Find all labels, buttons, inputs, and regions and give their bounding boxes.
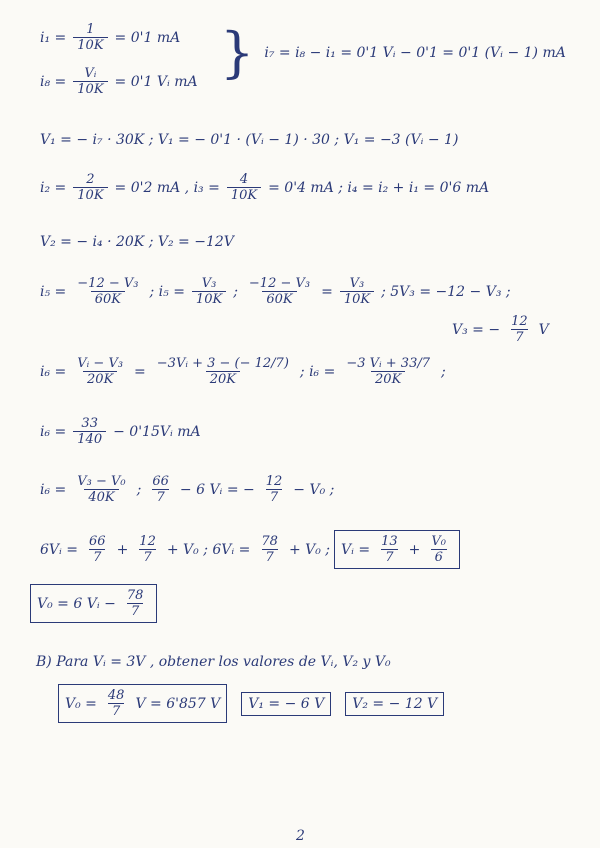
fraction [73, 276, 142, 307]
eq-text: V₀ = [65, 695, 97, 712]
denominator: 7 [511, 329, 527, 345]
equation-i5 [40, 276, 511, 307]
fraction [73, 22, 107, 53]
eq-text: ; [441, 363, 446, 380]
fraction [507, 314, 532, 345]
numerator: −3 Vᵢ + 33/7 [346, 356, 430, 371]
denominator: 10K [73, 81, 107, 97]
eq-text: = [321, 283, 333, 300]
eq-text: V [538, 321, 549, 338]
denominator: 7 [89, 549, 105, 565]
fraction [85, 534, 110, 565]
denominator: 10K [73, 37, 107, 53]
boxed-result-vi [334, 530, 460, 569]
eq-text: V = 6'857 V [135, 695, 221, 712]
numerator: Vᵢ − V₃ [77, 356, 124, 371]
denominator: 7 [108, 703, 124, 719]
eq-text: B) Para Vᵢ = 3V , obtener los valores de Vᵢ, V₂ y V₀ [36, 654, 391, 670]
fraction [73, 474, 129, 505]
eq-text: = [134, 363, 146, 380]
denominator: 6 [431, 549, 447, 565]
equation-i8 [40, 66, 198, 97]
boxed-result-v0-value [58, 684, 227, 723]
fraction [73, 66, 107, 97]
page-number: 2 [296, 828, 305, 844]
eq-text: Vᵢ = [341, 541, 371, 558]
fraction [340, 276, 374, 307]
eq-text: = 0'1 Vᵢ mA [114, 73, 198, 90]
equation-6vi [40, 530, 460, 569]
eq-text: + V₀ ; 6Vᵢ = [166, 541, 251, 558]
eq-text: i₆ = [40, 481, 67, 498]
eq-text: + [408, 541, 421, 558]
fraction [377, 534, 402, 565]
denominator: 60K [262, 291, 296, 307]
boxed-result-v1-value: V₁ = − 6 V [241, 692, 331, 716]
equation-i1 [40, 22, 180, 53]
numerator: 1 [86, 22, 95, 37]
denominator: 10K [73, 187, 107, 203]
eq-text: ; [136, 481, 142, 498]
numerator: 66 [89, 534, 106, 549]
fraction [227, 172, 261, 203]
numerator: 12 [265, 474, 283, 489]
fraction [135, 534, 160, 565]
numerator: V₀ [431, 534, 447, 549]
denominator: 20K [83, 371, 117, 387]
eq-text: ; 5V₃ = −12 − V₃ ; [381, 283, 511, 300]
eq-text: V₂ = − i₄ · 20K ; V₂ = −12V [40, 234, 234, 250]
eq-text: − 6 Vᵢ = − [179, 481, 255, 498]
denominator: 7 [127, 603, 143, 619]
eq-text: = 0'4 mA ; i₄ = i₂ + i₁ = 0'6 mA [268, 179, 490, 196]
fraction [148, 474, 173, 505]
numerator: −12 − V₃ [77, 276, 139, 291]
numerator: 48 [107, 688, 125, 703]
eq-text: = 0'1 mA [114, 29, 181, 46]
fraction [104, 688, 129, 719]
eq-text: + V₀ ; [288, 541, 331, 558]
numerator: 78 [261, 534, 278, 549]
fraction [73, 416, 106, 447]
eq-text: 6Vᵢ = [40, 541, 79, 558]
fraction [245, 276, 314, 307]
eq-text: + [116, 541, 129, 558]
numerator: Vᵢ [84, 66, 97, 81]
eq-text: − V₀ ; [293, 481, 335, 498]
fraction [123, 588, 148, 619]
denominator: 10K [192, 291, 226, 307]
eq-text: i₈ = [40, 73, 67, 90]
boxed-result-v2-value: V₂ = − 12 V [345, 692, 444, 716]
numerator: −12 − V₃ [248, 276, 311, 291]
denominator: 7 [139, 549, 155, 565]
numerator: 2 [86, 172, 95, 187]
numerator: V₃ − V₀ [77, 474, 126, 489]
eq-text: ; i₅ = [149, 283, 185, 300]
denominator: 10K [227, 187, 261, 203]
equation-v1 [40, 132, 458, 148]
eq-text: V₃ = − [452, 321, 501, 338]
fraction [262, 474, 287, 505]
fraction [73, 172, 107, 203]
part-b-results [58, 684, 444, 723]
equation-i2-i3-i4 [40, 172, 489, 203]
numerator: 12 [139, 534, 156, 549]
numerator: −3Vᵢ + 3 − (− 12/7) [156, 356, 289, 371]
denominator: 20K [371, 371, 405, 387]
denominator: 60K [91, 291, 125, 307]
fraction [192, 276, 226, 307]
numerator: 4 [239, 172, 249, 187]
fraction [257, 534, 282, 565]
numerator: 13 [381, 534, 398, 549]
eq-text: i₇ = i₈ − i₁ = 0'1 Vᵢ − 0'1 = 0'1 (Vᵢ − 1) mA [264, 45, 566, 61]
eq-text: i₆ = [40, 423, 67, 440]
denominator: 20K [206, 371, 240, 387]
eq-text: − 0'15Vᵢ mA [113, 423, 201, 440]
numerator: 66 [152, 474, 169, 489]
part-b-statement [36, 654, 391, 670]
eq-text: = 0'2 mA , i₃ = [114, 179, 220, 196]
denominator: 40K [84, 489, 118, 505]
numerator: V₃ [349, 276, 365, 291]
eq-text: i₆ = [40, 363, 67, 380]
equation-v2 [40, 234, 234, 250]
equation-v3 [452, 314, 549, 345]
eq-text: ; i₆ = [299, 363, 336, 380]
denominator: 7 [152, 489, 168, 505]
fraction [342, 356, 434, 387]
brace: } [220, 21, 255, 84]
eq-text: i₂ = [40, 179, 67, 196]
eq-text: i₅ = [40, 283, 67, 300]
denominator: 10K [340, 291, 374, 307]
eq-text: V₀ = 6 Vᵢ − [37, 595, 116, 612]
eq-text: V₁ = − i₇ · 30K ; V₁ = − 0'1 · (Vᵢ − 1) · 30 ; V₁ = −3 (Vᵢ − 1) [40, 132, 459, 148]
fraction [153, 356, 293, 387]
denominator: 140 [73, 431, 106, 447]
equation-i6-b [40, 416, 201, 447]
numerator: 12 [511, 314, 528, 329]
equation-i6-a [40, 356, 446, 387]
denominator: 7 [266, 489, 282, 505]
eq-text: ; [233, 283, 238, 300]
numerator: 78 [126, 588, 144, 603]
eq-text: i₁ = [40, 29, 67, 46]
numerator: 33 [81, 416, 98, 431]
denominator: 7 [262, 549, 278, 565]
numerator: V₃ [201, 276, 217, 291]
equation-v0 [30, 584, 157, 623]
fraction [73, 356, 127, 387]
equation-i7 [214, 21, 566, 84]
equation-i6-c [40, 474, 334, 505]
denominator: 7 [381, 549, 397, 565]
fraction [427, 534, 450, 565]
boxed-result-v0 [30, 584, 157, 623]
